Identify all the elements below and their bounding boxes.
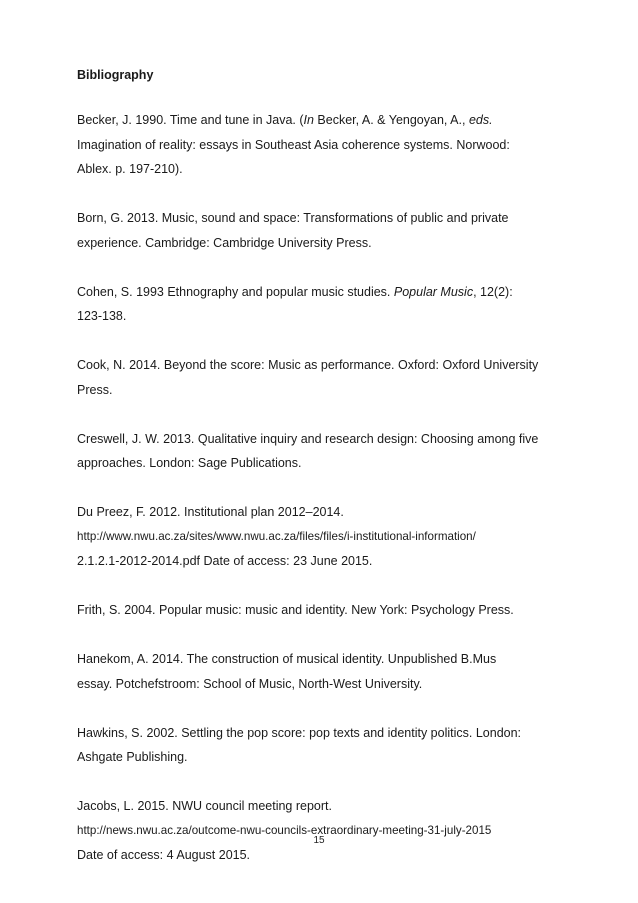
- entry-text: Ablex. p. 197-210).: [77, 162, 183, 176]
- entry-text: 2.1.2.1-2012-2014.pdf Date of access: 23 June 2015.: [77, 554, 373, 568]
- entry-text: Frith, S. 2004. Popular music: music and identity. New York: Psychology Press.: [77, 603, 514, 617]
- bibliography-entry: [77, 280, 577, 329]
- page-number: 15: [313, 835, 325, 846]
- bibliography-entry: [77, 500, 577, 574]
- entry-line: [77, 427, 577, 452]
- entry-line: [77, 500, 577, 525]
- entry-text: http://news.nwu.ac.za/outcome-nwu-councils-extraordinary-meeting-31-july-2015: [77, 823, 492, 837]
- bibliography-entry: [77, 353, 577, 402]
- entry-text: experience. Cambridge: Cambridge University Press.: [77, 235, 372, 250]
- entry-text: Press.: [77, 382, 113, 397]
- entry-line: [77, 672, 577, 697]
- entry-line: [77, 231, 577, 256]
- entry-line: [77, 157, 577, 182]
- entry-text: 123-138.: [77, 309, 127, 323]
- entry-line: [77, 378, 577, 403]
- entry-line: [77, 133, 577, 158]
- entry-line: [77, 304, 577, 329]
- entry-text: http://www.nwu.ac.za/sites/www.nwu.ac.za/files/files/i-institutional-information/: [77, 529, 476, 543]
- bibliography-heading: Bibliography: [77, 68, 154, 82]
- entry-text: Born, G. 2013. Music, sound and space: Transformations of public and private: [77, 211, 509, 225]
- bibliography-entry: [77, 108, 577, 182]
- entry-text: approaches. London: Sage Publications.: [77, 456, 302, 470]
- italic-text: eds.: [468, 113, 493, 127]
- entry-text: Jacobs, L. 2015. NWU council meeting report.: [77, 799, 332, 813]
- entry-text: Cohen, S. 1993 Ethnography and popular music studies.: [77, 284, 394, 299]
- entry-text: Ashgate Publishing.: [77, 750, 188, 764]
- bibliography-entry: [77, 427, 577, 476]
- entry-text: Cook, N. 2014. Beyond the score: Music as performance. Oxford: Oxford University: [77, 358, 539, 372]
- entry-line: [77, 353, 577, 378]
- entry-text: Date of access: 4 August 2015.: [77, 848, 251, 862]
- entry-text: Hawkins, S. 2002. Settling the pop score: pop texts and identity politics. London:: [77, 725, 522, 740]
- entry-text: Creswell, J. W. 2013. Qualitative inquiry and research design: Choosing among five: [77, 431, 539, 446]
- entry-text: essay. Potchefstroom: School of Music, North-West University.: [77, 676, 423, 691]
- entry-line: [77, 721, 577, 746]
- entry-url-line: [77, 525, 577, 550]
- entry-text: Du Preez, F. 2012. Institutional plan 2012–2014.: [77, 505, 344, 519]
- entry-line: [77, 794, 577, 819]
- entry-line: [77, 206, 577, 231]
- entry-line: [77, 549, 577, 574]
- italic-text: In: [303, 113, 314, 127]
- entry-text: Imagination of reality: essays in Southeast Asia coherence systems. Norwood:: [77, 137, 510, 152]
- entry-line: [77, 647, 577, 672]
- entry-text: Hanekom, A. 2014. The construction of musical identity. Unpublished B.Mus: [77, 652, 497, 666]
- bibliography-entry: [77, 721, 577, 770]
- bibliography-entry: [77, 647, 577, 696]
- entry-line: [77, 108, 577, 133]
- bibliography-entry: [77, 794, 577, 868]
- entry-text: , 12(2):: [473, 284, 513, 299]
- bibliography-list: [77, 108, 577, 892]
- bibliography-entry: [77, 206, 577, 255]
- entry-line: [77, 598, 577, 623]
- entry-line: [77, 280, 577, 305]
- italic-text: Popular Music: [393, 284, 474, 299]
- bibliography-entry: [77, 598, 577, 623]
- entry-text: Becker, J. 1990. Time and tune in Java. (: [77, 113, 304, 127]
- entry-text: Becker, A. & Yengoyan, A.,: [313, 113, 469, 127]
- entry-line: [77, 745, 577, 770]
- entry-line: [77, 451, 577, 476]
